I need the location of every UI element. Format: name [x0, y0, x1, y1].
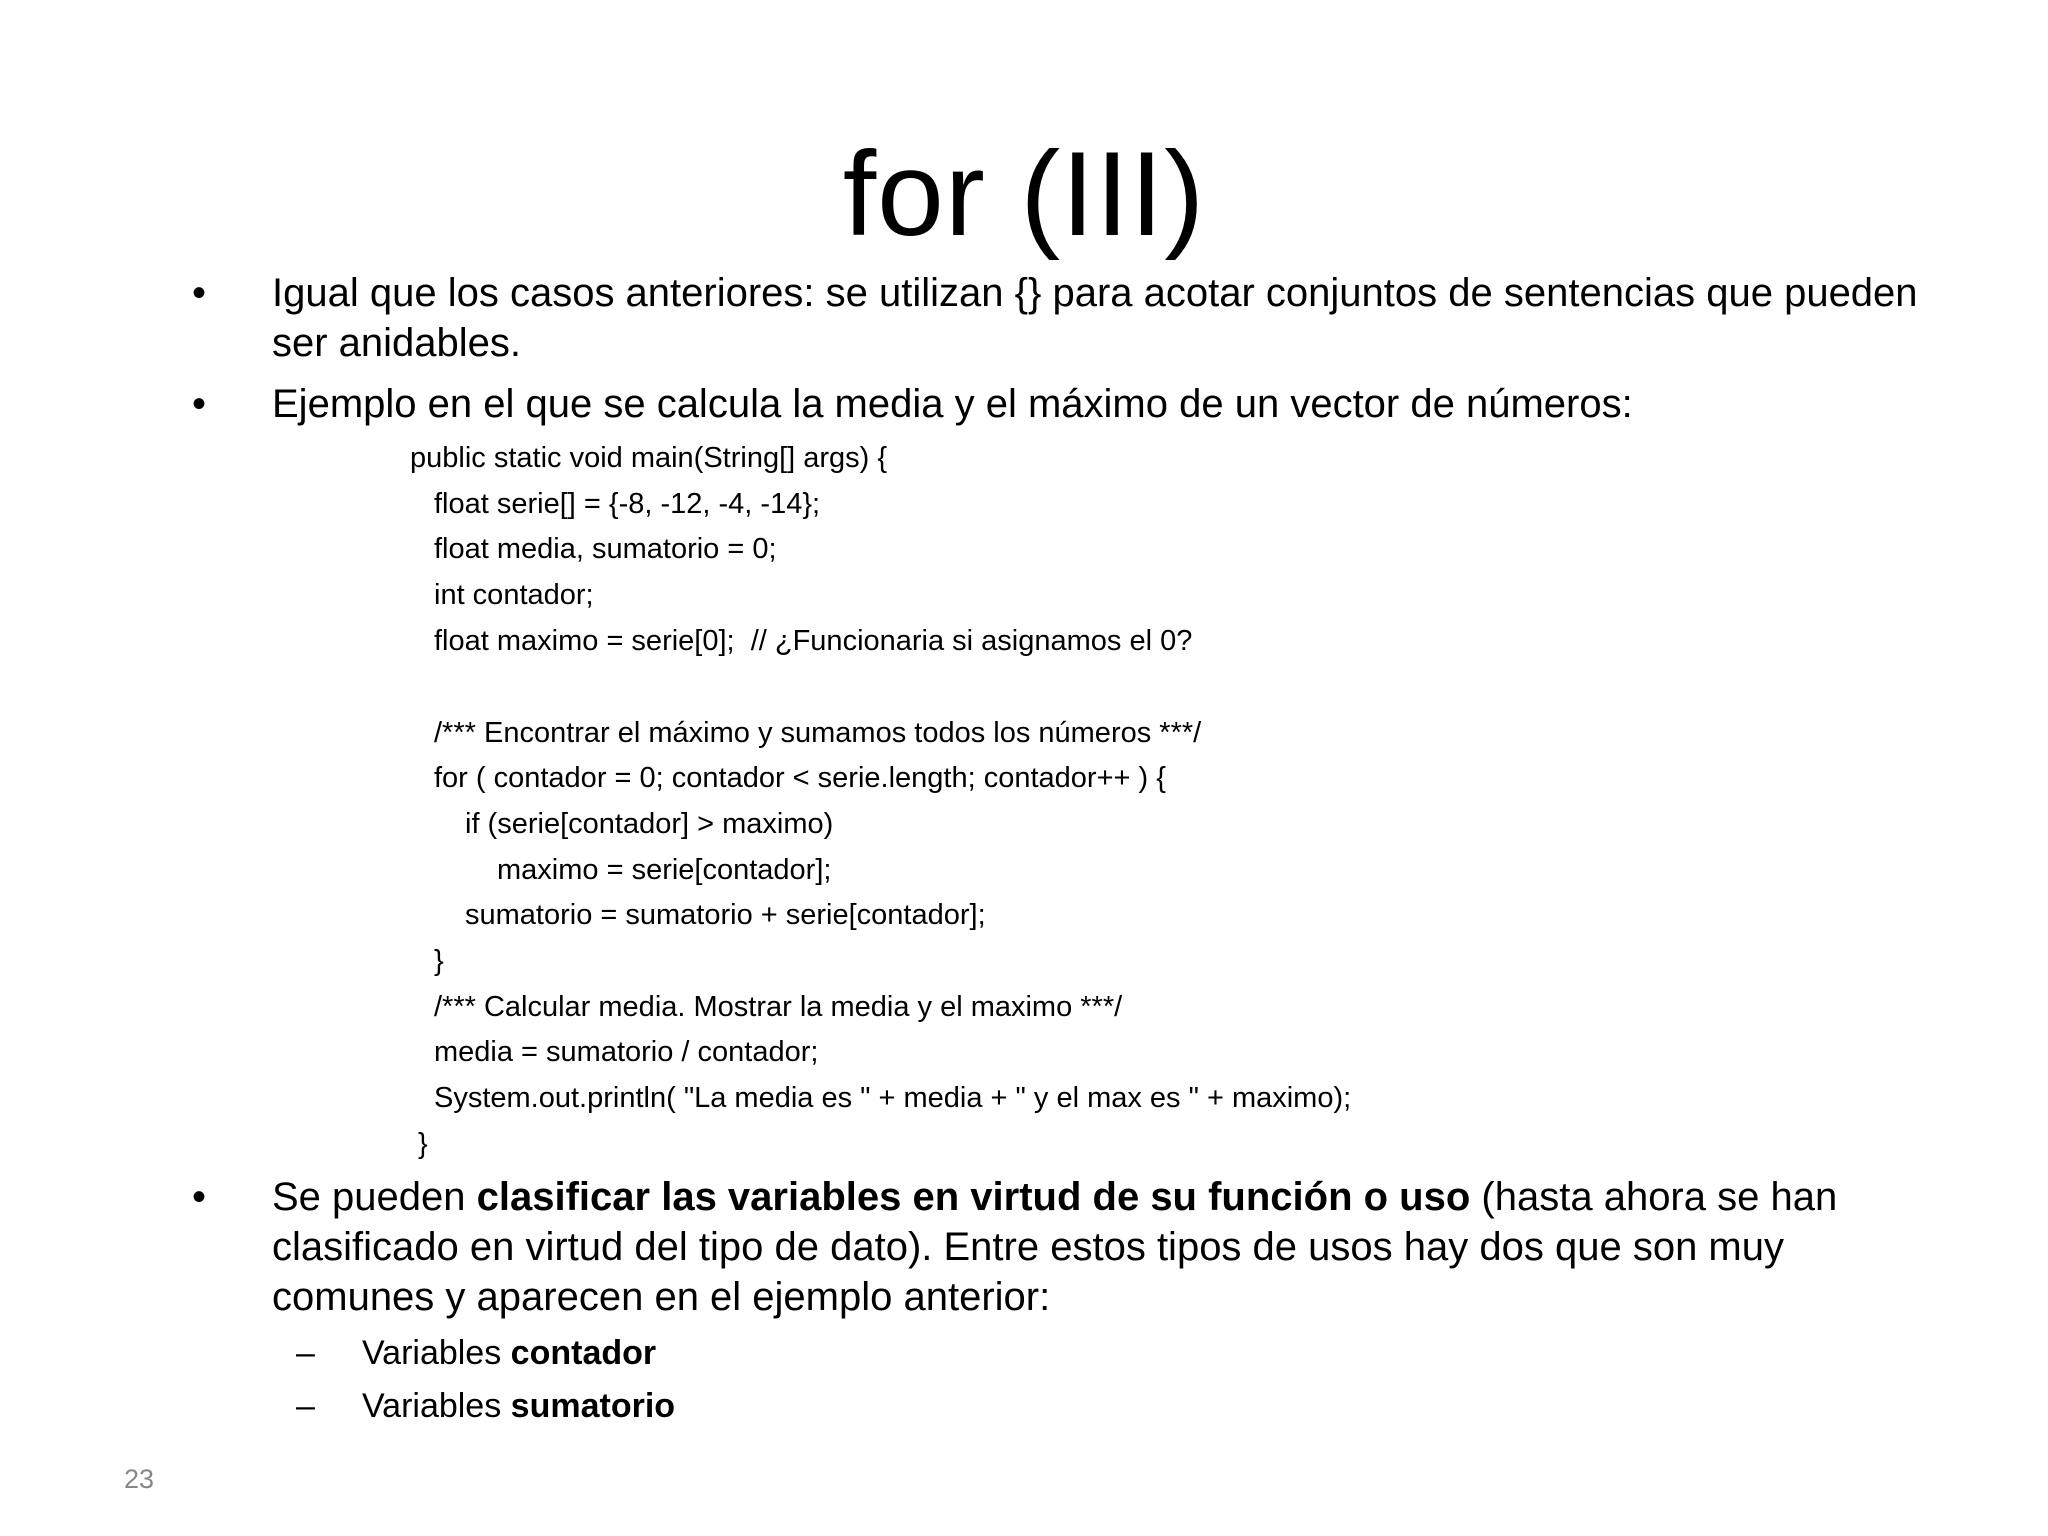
code-line: } [434, 945, 444, 977]
code-comment: /*** Calcular media. Mostrar la media y el maximo ***/ [434, 991, 1123, 1023]
sub-item-text [362, 1386, 675, 1426]
sub-item-text [362, 1333, 656, 1373]
sub-item-bold: contador [510, 1334, 657, 1372]
bullet-line: comunes y aparecen en el ejemplo anterior: [272, 1275, 1051, 1319]
code-line: System.out.println( "La media es " + media + " y el max es " + maximo); [434, 1082, 1352, 1114]
code-line: maximo = serie[contador]; [497, 854, 832, 886]
code-line: if (serie[contador] > maximo) [465, 808, 834, 840]
bullet-text [272, 379, 2012, 429]
bullet-text [272, 1172, 2012, 1322]
sub-item-marker: – [296, 1334, 315, 1372]
bullet-marker: • [192, 382, 207, 426]
code-line: float media, sumatorio = 0; [434, 533, 777, 565]
bullet-line: Igual que los casos anteriores: se utilizan {} para acotar conjuntos de sentencias que pueden [272, 271, 1918, 315]
slide-number: 23 [124, 1464, 155, 1494]
bullet-marker: • [192, 1175, 207, 1219]
bullet-line: clasificado en virtud del tipo de dato). Entre estos tipos de usos hay dos que son muy [272, 1225, 1784, 1269]
code-line: public static void main(String[] args) { [410, 442, 888, 474]
bullet-text-plain: Se pueden [272, 1175, 477, 1219]
bullet-line [272, 1172, 2012, 1222]
bullet-marker: • [192, 271, 207, 315]
code-line: float maximo = serie[0]; // ¿Funcionaria si asignamos el 0? [434, 625, 1193, 657]
sub-item-bold: sumatorio [510, 1387, 676, 1425]
code-line: int contador; [434, 579, 594, 611]
sub-item-marker: – [296, 1387, 315, 1425]
code-line: media = sumatorio / contador; [434, 1036, 819, 1068]
bullet-text-plain: (hasta ahora se han [1470, 1175, 1838, 1219]
sub-item-prefix: Variables [362, 1387, 511, 1425]
code-line: float serie[] = {-8, -12, -4, -14}; [434, 488, 821, 520]
bullet-text-bold: clasificar las variables en virtud de su función o uso [476, 1175, 1471, 1219]
code-comment: /*** Encontrar el máximo y sumamos todos los números ***/ [434, 717, 1202, 749]
sub-item-prefix: Variables [362, 1334, 511, 1372]
code-line: } [418, 1128, 428, 1160]
slide-title: for (III) [842, 127, 1206, 261]
code-line: for ( contador = 0; contador < serie.length; contador++ ) { [434, 762, 1166, 794]
bullet-text [272, 268, 2012, 368]
code-line: sumatorio = sumatorio + serie[contador]; [465, 899, 986, 931]
bullet-line: Ejemplo en el que se calcula la media y el máximo de un vector de números: [272, 382, 1633, 426]
bullet-line: ser anidables. [272, 321, 522, 365]
